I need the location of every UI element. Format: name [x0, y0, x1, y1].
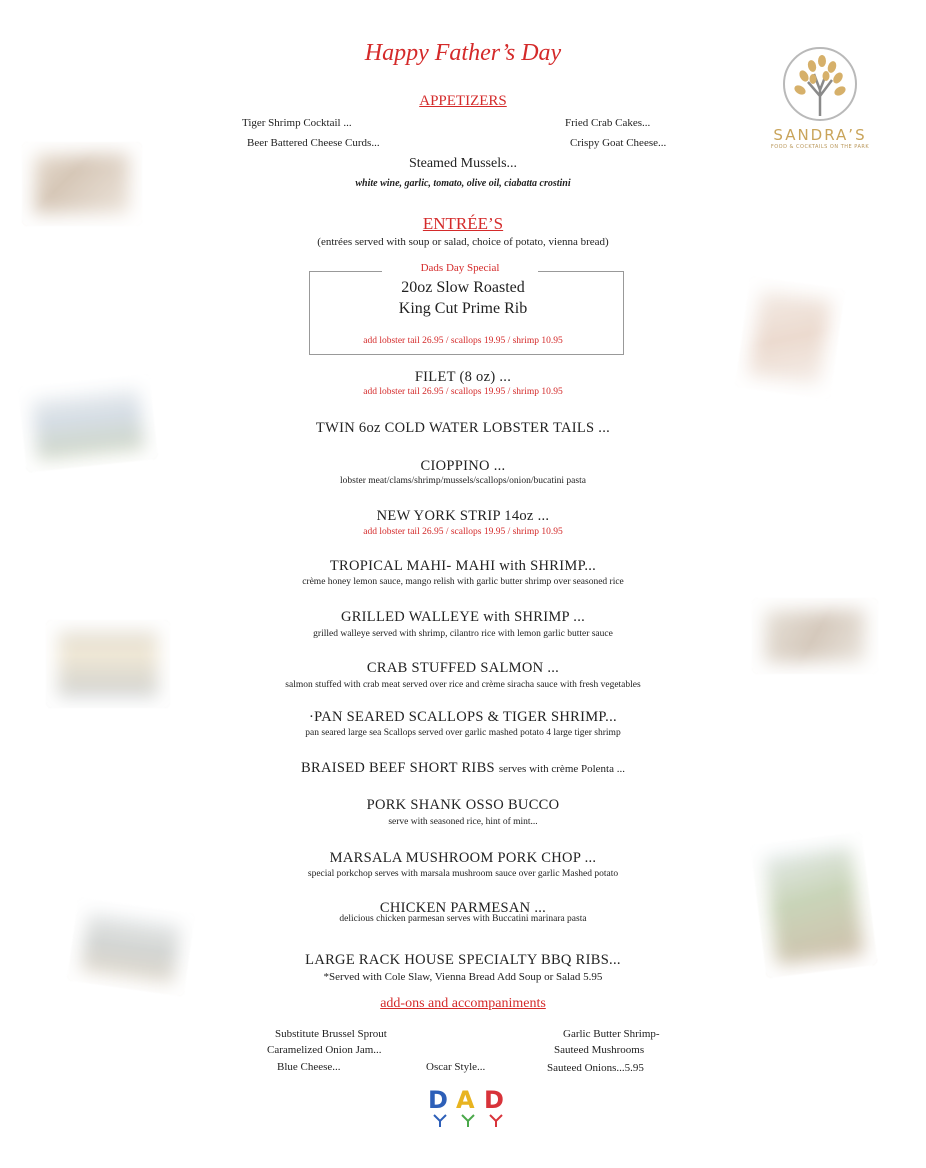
addon-right-3: Sauteed Onions...5.95 — [547, 1062, 644, 1074]
entree-desc: add lobster tail 26.95 / scallops 19.95 / shrimp 10.95 — [363, 387, 563, 397]
dad-logo — [428, 1086, 512, 1130]
addon-middle: Oscar Style... — [426, 1061, 486, 1073]
entree-desc: special porkchop serves with marsala mushroom sauce over garlic Mashed potato — [307, 869, 619, 879]
logo-tagline: FOOD & COCKTAILS ON THE PARK — [770, 144, 870, 150]
addon-right-1: Garlic Butter Shrimp- — [563, 1028, 660, 1040]
entrees-heading: ENTRÉE’S — [422, 214, 504, 233]
entree-desc: add lobster tail 26.95 / scallops 19.95 / shrimp 10.95 — [363, 527, 563, 537]
entree-desc: salmon stuffed with crab meat served over rice and crème siracha sauce with fresh vegetables — [285, 680, 641, 690]
addon-left-2: Caramelized Onion Jam... — [267, 1044, 382, 1056]
appetizer-left-2: Beer Battered Cheese Curds... — [247, 137, 380, 149]
appetizer-feature: Steamed Mussels... — [408, 156, 518, 171]
dad-letter: A — [456, 1086, 475, 1114]
special-line1: 20oz Slow Roasted — [401, 279, 525, 296]
entree-name: BRAISED BEEF SHORT RIBS — [301, 760, 495, 776]
entree-name: NEW YORK STRIP 14oz ... — [376, 508, 550, 524]
entree-name: ·PAN SEARED SCALLOPS & TIGER SHRIMP... — [309, 709, 617, 725]
entree-name: FILET (8 oz) ... — [414, 369, 512, 385]
addon-left-1: Substitute Brussel Sprout — [275, 1028, 387, 1040]
addon-left-3: Blue Cheese... — [277, 1061, 341, 1073]
entree-desc: serve with seasoned rice, hint of mint... — [388, 817, 538, 827]
special-line2: King Cut Prime Rib — [398, 300, 528, 317]
appetizers-heading: APPETIZERS — [419, 93, 507, 109]
entree-name: TWIN 6oz COLD WATER LOBSTER TAILS ... — [315, 420, 611, 436]
page-title: Happy Father’s Day — [364, 40, 562, 66]
entree-desc: pan seared large sea Scallops served over garlic mashed potato 4 large tiger shrimp — [305, 728, 621, 738]
entree-name: CRAB STUFFED SALMON ... — [366, 660, 560, 676]
logo-name: SANDRA’S — [773, 126, 867, 144]
entree-desc: grilled walleye served with shrimp, cilantro rice with lemon garlic butter sauce — [313, 629, 613, 639]
addons-heading: add-ons and accompaniments — [380, 996, 546, 1011]
appetizer-right-1: Fried Crab Cakes... — [565, 117, 651, 129]
addon-right-2: Sauteed Mushrooms — [554, 1044, 645, 1056]
entree-name: LARGE RACK HOUSE SPECIALTY BBQ RIBS... — [305, 952, 621, 968]
entree-inline-desc: serves with crème Polenta ... — [498, 763, 625, 775]
entree-name: PORK SHANK OSSO BUCCO — [366, 797, 560, 813]
entree-name: CHICKEN PARMESAN ... — [379, 900, 547, 916]
appetizer-feature-desc: white wine, garlic, tomato, olive oil, ciabatta crostini — [355, 178, 571, 189]
entree-desc: delicious chicken parmesan serves with Buccatini marinara pasta — [339, 914, 587, 924]
entree-desc: lobster meat/clams/shrimp/mussels/scallops/onion/bucatini pasta — [340, 476, 586, 486]
entree-name: MARSALA MUSHROOM PORK CHOP ... — [329, 850, 597, 866]
entree-desc: *Served with Cole Slaw, Vienna Bread Add Soup or Salad 5.95 — [323, 971, 603, 983]
entree-name: TROPICAL MAHI- MAHI with SHRIMP... — [329, 558, 597, 574]
entree-name: GRILLED WALLEYE with SHRIMP ... — [340, 609, 586, 625]
entree-desc: crème honey lemon sauce, mango relish with garlic butter shrimp over seasoned rice — [302, 577, 624, 587]
entree-name: CIOPPINO ... — [420, 458, 506, 474]
entrees-note: (entrées served with soup or salad, choice of potato, vienna bread) — [317, 236, 609, 248]
entree-short-ribs — [0, 760, 926, 777]
appetizer-left-1: Tiger Shrimp Cocktail ... — [242, 117, 352, 129]
special-label: Dads Day Special — [382, 262, 538, 274]
special-addons: add lobster tail 26.95 / scallops 19.95 / shrimp 10.95 — [363, 336, 563, 346]
appetizer-right-2: Crispy Goat Cheese... — [570, 137, 667, 149]
dad-letter: D — [428, 1086, 448, 1114]
dad-letter: D — [484, 1086, 504, 1114]
kids-figures-icon — [428, 1113, 512, 1129]
